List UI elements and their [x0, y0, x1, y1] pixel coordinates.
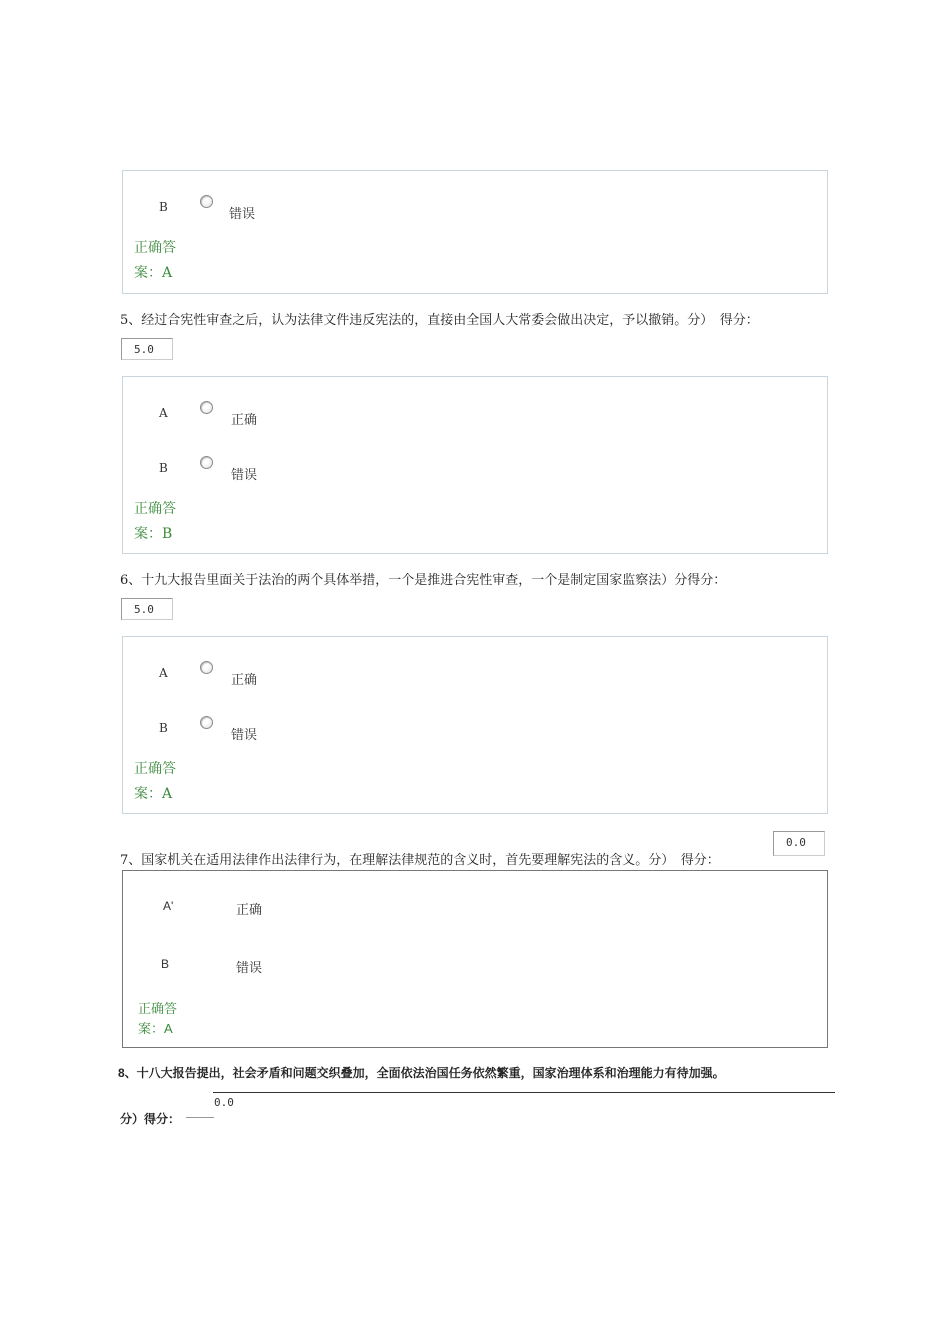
q7-option-a-letter: A' [163, 899, 174, 913]
q6-option-b-text: 错误 [231, 728, 258, 743]
q6-option-a-text: 正确 [231, 673, 258, 688]
q5-correct-answer [134, 497, 176, 547]
q8-top-rule [213, 1092, 835, 1093]
q4-option-b-radio-icon[interactable] [200, 195, 213, 208]
q5-option-b-text: 错误 [231, 468, 258, 483]
q4-option-b-text: 错误 [229, 207, 256, 222]
q5-options-box [122, 376, 828, 554]
q6-answer-label: 正确答 [134, 761, 176, 777]
q5-option-a-letter: A [159, 406, 168, 420]
q5-question-text: 5、经过合宪性审查之后，认为法律文件违反宪法的，直接由全国人大常委会做出决定，予以撤销。分） 得分： [120, 313, 759, 328]
q7-correct-answer [138, 999, 177, 1039]
q8-score-value[interactable]: 0.0 [214, 1096, 234, 1109]
q7-question-text: 7、国家机关在适用法律作出法律行为，在理解法律规范的含义时，首先要理解宪法的含义。分） 得分： [120, 853, 720, 868]
q6-option-b-radio-icon[interactable] [200, 716, 213, 729]
q4-options-box [122, 170, 828, 294]
q8-question-text: 8、十八大报告提出，社会矛盾和问题交织叠加，全面依法治国任务依然繁重，国家治理体系和治理能力有待加强。 [118, 1066, 725, 1080]
q4-answer-value: 案：A [134, 265, 173, 281]
q7-answer-value: 案：A [138, 1021, 173, 1036]
q8-score-underline [186, 1117, 214, 1118]
q6-correct-answer [134, 757, 176, 807]
q5-answer-label: 正确答 [134, 501, 176, 517]
q6-answer-value: 案：A [134, 786, 173, 802]
q7-options-box [122, 870, 828, 1048]
q5-option-b-letter: B [159, 461, 168, 475]
q7-option-b-letter: B [161, 957, 170, 971]
q4-correct-answer [134, 236, 176, 286]
q4-option-b-letter: B [159, 200, 168, 214]
q5-answer-value: 案：B [134, 526, 173, 542]
q5-option-a-radio-icon[interactable] [200, 401, 213, 414]
q6-option-a-letter: A [159, 666, 168, 680]
q6-option-a-radio-icon[interactable] [200, 661, 213, 674]
q6-options-box [122, 636, 828, 814]
q6-option-b-letter: B [159, 721, 168, 735]
q5-option-a-text: 正确 [231, 413, 258, 428]
q5-option-b-radio-icon[interactable] [200, 456, 213, 469]
q7-option-b-text: 错误 [236, 960, 263, 975]
q6-question-text: 6、十九大报告里面关于法治的两个具体举措，一个是推进合宪性审查，一个是制定国家监察法）分得分： [120, 573, 727, 588]
q7-option-a-text: 正确 [236, 902, 263, 917]
q5-score-field[interactable]: 5.0 [121, 338, 173, 360]
q7-answer-label: 正确答 [138, 1001, 178, 1016]
q8-score-label: 分）得分： [120, 1112, 181, 1126]
q7-score-field[interactable]: 0.0 [773, 831, 825, 856]
q4-answer-label: 正确答 [134, 240, 176, 256]
q6-score-field[interactable]: 5.0 [121, 598, 173, 620]
